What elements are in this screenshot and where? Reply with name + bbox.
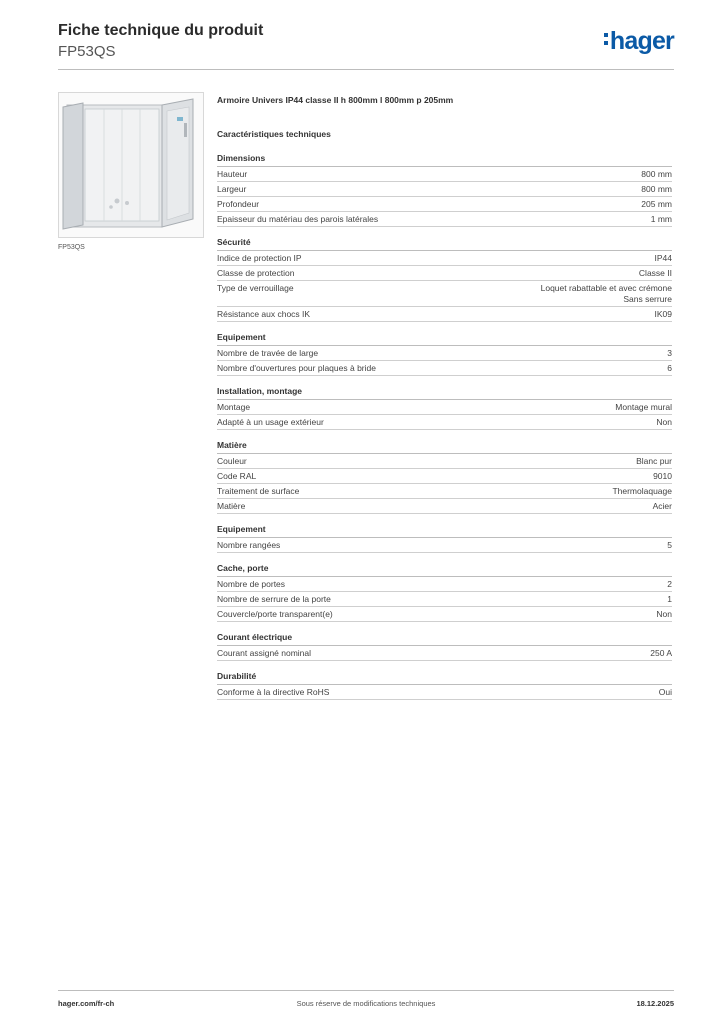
logo-text: hager xyxy=(609,27,674,55)
spec-value: Non xyxy=(656,609,672,619)
cabinet-illustration-icon xyxy=(59,93,203,237)
spec-row xyxy=(217,685,672,700)
spec-sections xyxy=(217,153,672,700)
spec-label: Nombre d'ouvertures pour plaques à bride xyxy=(217,363,376,373)
spec-row xyxy=(217,167,672,182)
spec-value: Thermolaquage xyxy=(612,486,672,496)
spec-section xyxy=(217,386,672,430)
spec-row xyxy=(217,469,672,484)
spec-value: 1 xyxy=(667,594,672,604)
spec-value: Acier xyxy=(652,501,672,511)
spec-label: Nombre de travée de large xyxy=(217,348,319,358)
spec-row xyxy=(217,454,672,469)
spec-row xyxy=(217,361,672,376)
spec-value: Classe II xyxy=(638,268,672,278)
spec-label: Type de verrouillage xyxy=(217,283,294,293)
spec-label: Courant assigné nominal xyxy=(217,648,312,658)
spec-row xyxy=(217,281,672,307)
spec-value: IP44 xyxy=(654,253,672,263)
spec-row xyxy=(217,251,672,266)
specs-heading: Caractéristiques techniques xyxy=(217,129,331,139)
spec-row xyxy=(217,538,672,553)
section-title: Durabilité xyxy=(217,671,672,685)
spec-row xyxy=(217,197,672,212)
spec-value: 800 mm xyxy=(641,184,672,194)
page-header xyxy=(58,20,674,70)
section-title: Sécurité xyxy=(217,237,672,251)
spec-value: Blanc pur xyxy=(636,456,672,466)
section-title: Equipement xyxy=(217,524,672,538)
spec-value: Loquet rabattable et avec crémone Sans serrure xyxy=(540,283,672,304)
section-title: Cache, porte xyxy=(217,563,672,577)
page-footer xyxy=(58,990,674,1012)
section-title: Equipement xyxy=(217,332,672,346)
footer-disclaimer: Sous réserve de modifications techniques xyxy=(296,999,436,1008)
spec-label: Largeur xyxy=(217,184,247,194)
spec-section xyxy=(217,237,672,322)
spec-section xyxy=(217,440,672,514)
spec-label: Nombre de serrure de la porte xyxy=(217,594,331,604)
spec-section xyxy=(217,332,672,376)
spec-label: Hauteur xyxy=(217,169,248,179)
spec-value: 800 mm xyxy=(641,169,672,179)
spec-label: Epaisseur du matériau des parois latérales xyxy=(217,214,379,224)
hager-logo xyxy=(604,28,674,54)
section-title: Dimensions xyxy=(217,153,672,167)
spec-row xyxy=(217,646,672,661)
spec-value: 250 A xyxy=(650,648,672,658)
spec-row xyxy=(217,607,672,622)
spec-section xyxy=(217,671,672,700)
spec-value: 205 mm xyxy=(641,199,672,209)
spec-label: Adapté à un usage extérieur xyxy=(217,417,324,427)
spec-label: Profondeur xyxy=(217,199,260,209)
spec-value: 9010 xyxy=(653,471,672,481)
spec-row xyxy=(217,182,672,197)
spec-row xyxy=(217,212,672,227)
spec-label: Nombre de portes xyxy=(217,579,286,589)
spec-label: Indice de protection IP xyxy=(217,253,302,263)
logo-dots-icon xyxy=(604,28,608,50)
product-reference: FP53QS xyxy=(58,43,116,60)
image-caption: FP53QS xyxy=(58,244,85,251)
section-title: Courant électrique xyxy=(217,632,672,646)
spec-value: 1 mm xyxy=(650,214,672,224)
page-title: Fiche technique du produit xyxy=(58,22,264,39)
spec-label: Couvercle/porte transparent(e) xyxy=(217,609,333,619)
spec-row xyxy=(217,346,672,361)
spec-value: IK09 xyxy=(654,309,672,319)
spec-row xyxy=(217,577,672,592)
spec-label: Conforme à la directive RoHS xyxy=(217,687,330,697)
spec-label: Résistance aux chocs IK xyxy=(217,309,311,319)
spec-row xyxy=(217,307,672,322)
spec-label: Traitement de surface xyxy=(217,486,300,496)
section-title: Matière xyxy=(217,440,672,454)
spec-value: Montage mural xyxy=(615,402,672,412)
spec-value: 6 xyxy=(667,363,672,373)
spec-section xyxy=(217,153,672,227)
spec-label: Code RAL xyxy=(217,471,257,481)
footer-date: 18.12.2025 xyxy=(636,999,674,1008)
spec-label: Classe de protection xyxy=(217,268,295,278)
footer-website-link[interactable]: hager.com/fr-ch xyxy=(58,999,115,1008)
product-description: Armoire Univers IP44 classe II h 800mm l 800mm p 205mm xyxy=(217,95,454,105)
spec-row xyxy=(217,499,672,514)
spec-value: Oui xyxy=(658,687,672,697)
spec-row xyxy=(217,484,672,499)
spec-row xyxy=(217,400,672,415)
spec-label: Montage xyxy=(217,402,251,412)
product-image xyxy=(58,92,204,238)
spec-value: Non xyxy=(656,417,672,427)
section-title: Installation, montage xyxy=(217,386,672,400)
spec-value: 2 xyxy=(667,579,672,589)
spec-section xyxy=(217,632,672,661)
spec-content xyxy=(217,95,672,710)
spec-label: Couleur xyxy=(217,456,247,466)
spec-label: Nombre rangées xyxy=(217,540,281,550)
spec-section xyxy=(217,563,672,622)
spec-row xyxy=(217,266,672,281)
spec-label: Matière xyxy=(217,501,246,511)
spec-value: 3 xyxy=(667,348,672,358)
spec-row xyxy=(217,415,672,430)
spec-section xyxy=(217,524,672,553)
spec-value: 5 xyxy=(667,540,672,550)
spec-row xyxy=(217,592,672,607)
